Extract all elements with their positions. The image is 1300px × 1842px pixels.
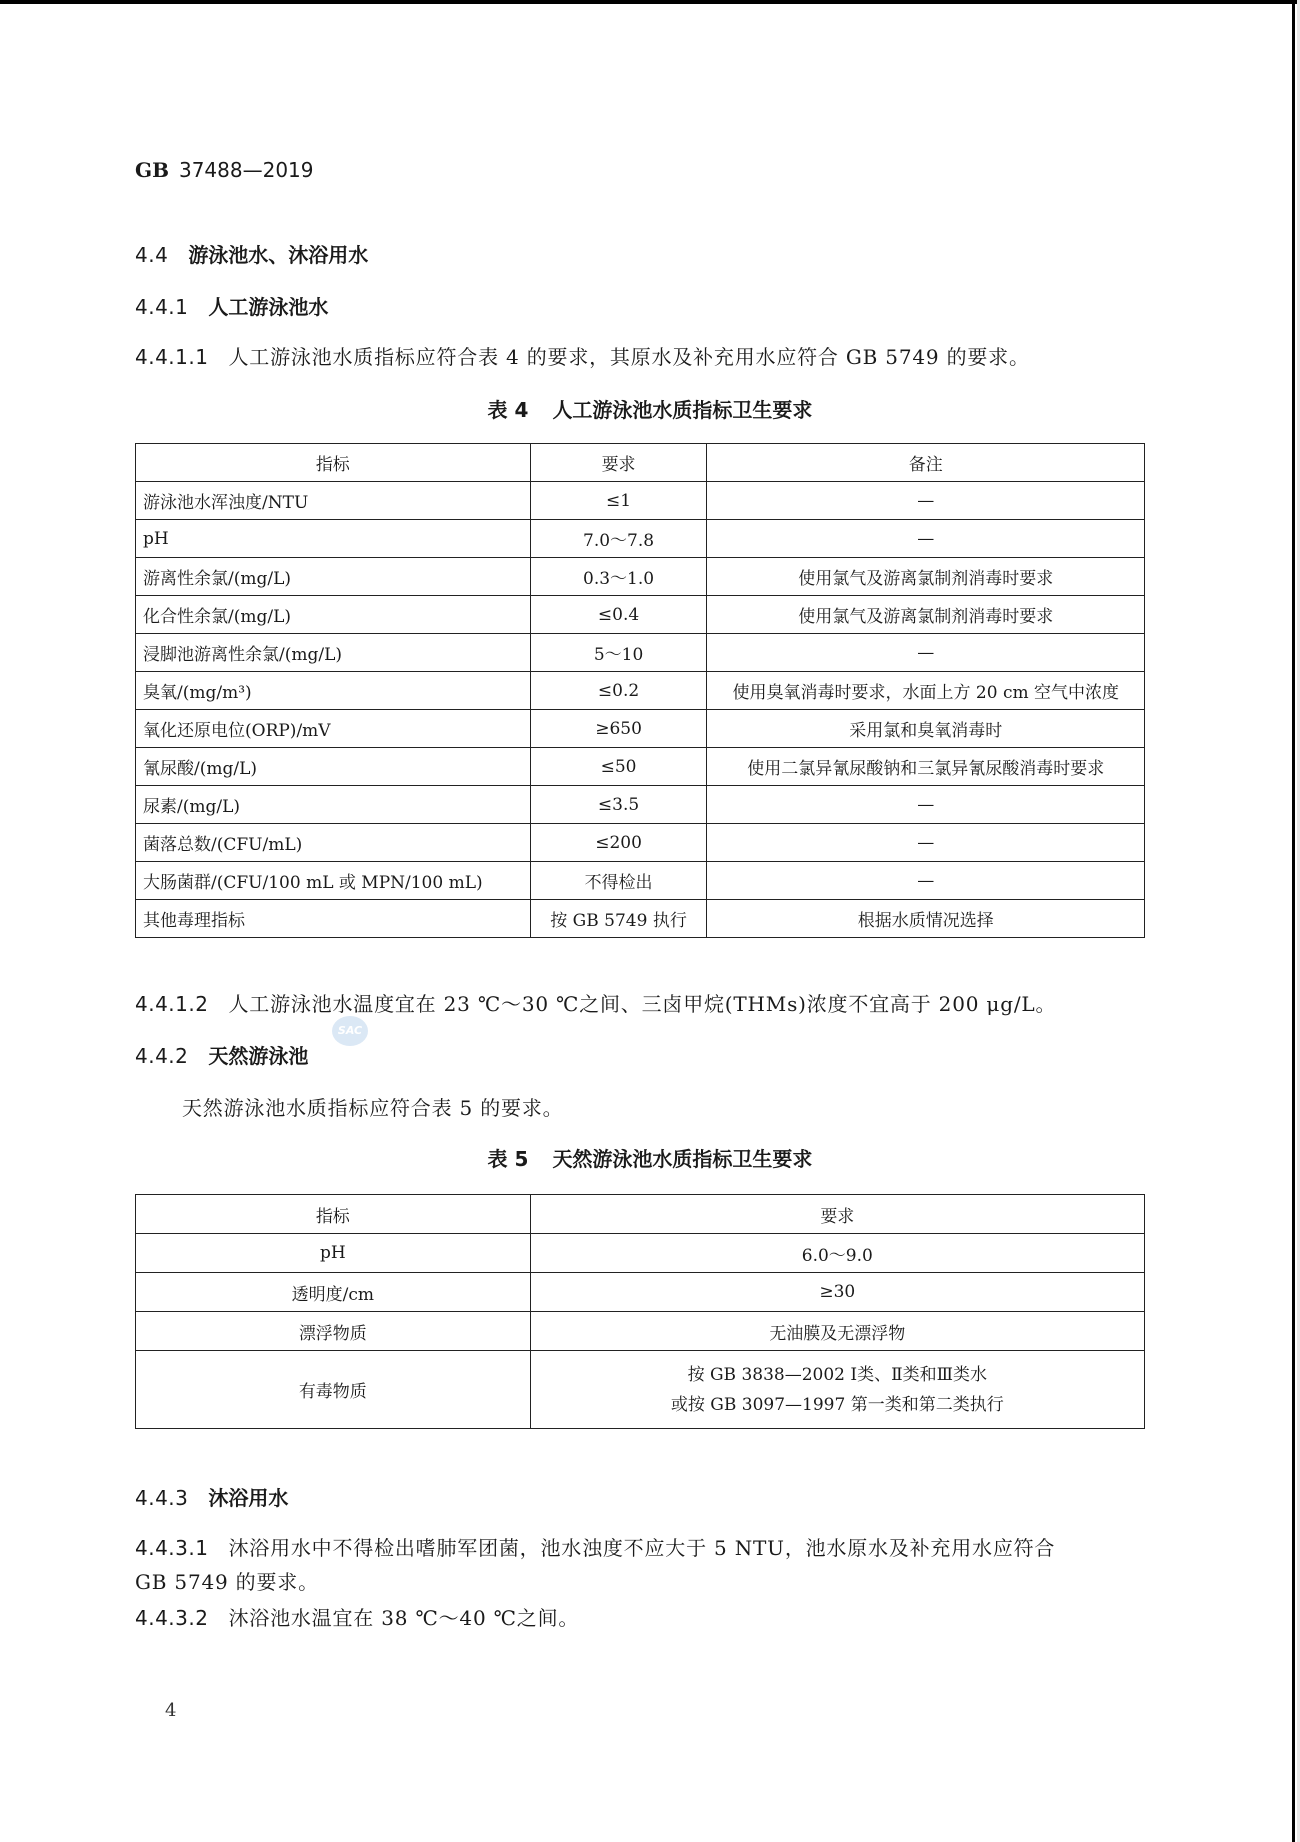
remark-cell: — xyxy=(707,482,1145,520)
requirement-cell: 无油膜及无漂浮物 xyxy=(530,1312,1144,1351)
table-4-caption: 表 4 人工游泳池水质指标卫生要求 xyxy=(487,398,813,422)
requirement-cell: ≤200 xyxy=(530,824,707,862)
remark-cell: — xyxy=(707,824,1145,862)
requirement-cell: ≥650 xyxy=(530,710,707,748)
remark-cell: 使用臭氧消毒时要求，水面上方 20 cm 空气中浓度 xyxy=(707,672,1145,710)
table-row xyxy=(136,786,1145,824)
header-cell: 指标 xyxy=(136,444,531,482)
requirement-cell: ≤3.5 xyxy=(530,786,707,824)
indicator-cell: pH xyxy=(136,520,531,558)
remark-cell: — xyxy=(707,786,1145,824)
clause-4-4-3-1-line1: 4.4.3.1 沐浴用水中不得检出嗜肺军团菌，池水浊度不应大于 5 NTU，池水原水及补充用水应符合 xyxy=(135,1536,1056,1560)
clause-4-4-3-2: 4.4.3.2 沐浴池水温宜在 38 ℃～40 ℃之间。 xyxy=(135,1606,580,1630)
table-row xyxy=(136,748,1145,786)
table-4 xyxy=(135,443,1145,938)
clause-4-4-1-1: 4.4.1.1 人工游泳池水质指标应符合表 4 的要求，其原水及补充用水应符合 GB 5749 的要求。 xyxy=(135,345,1030,369)
requirement-cell: ≤50 xyxy=(530,748,707,786)
page-top-border xyxy=(0,0,1300,4)
requirement-cell: 不得检出 xyxy=(530,862,707,900)
remark-cell: — xyxy=(707,862,1145,900)
section-4-4-heading: 4.4 游泳池水、沐浴用水 xyxy=(135,243,369,267)
table-row xyxy=(136,1312,1145,1351)
indicator-cell: 大肠菌群/(CFU/100 mL 或 MPN/100 mL) xyxy=(136,862,531,900)
indicator-cell: 菌落总数/(CFU/mL) xyxy=(136,824,531,862)
page-number: 4 xyxy=(165,1700,177,1721)
requirement-cell: ≤0.4 xyxy=(530,596,707,634)
table-row xyxy=(136,520,1145,558)
table-row xyxy=(136,900,1145,938)
requirement-line: 或按 GB 3097—1997 第一类和第二类执行 xyxy=(670,1394,1004,1415)
requirement-cell: 5～10 xyxy=(530,634,707,672)
requirement-cell: ≤0.2 xyxy=(530,672,707,710)
indicator-cell: pH xyxy=(136,1234,531,1273)
table-row xyxy=(136,672,1145,710)
remark-cell: 使用氯气及游离氯制剂消毒时要求 xyxy=(707,596,1145,634)
table-row xyxy=(136,482,1145,520)
indicator-cell: 游泳池水浑浊度/NTU xyxy=(136,482,531,520)
header-cell: 要求 xyxy=(530,1195,1144,1234)
requirement-cell xyxy=(530,1351,1144,1429)
table-row xyxy=(136,1351,1145,1429)
indicator-cell: 氧化还原电位(ORP)/mV xyxy=(136,710,531,748)
header-cell: 备注 xyxy=(707,444,1145,482)
requirement-cell: 6.0～9.0 xyxy=(530,1234,1144,1273)
indicator-cell: 化合性余氯/(mg/L) xyxy=(136,596,531,634)
remark-cell: 使用二氯异氰尿酸钠和三氯异氰尿酸消毒时要求 xyxy=(707,748,1145,786)
table-row xyxy=(136,824,1145,862)
remark-cell: 采用氯和臭氧消毒时 xyxy=(707,710,1145,748)
clause-4-4-2-text: 天然游泳池水质指标应符合表 5 的要求。 xyxy=(182,1096,564,1120)
standard-number: 37488—2019 xyxy=(178,158,314,182)
table-row xyxy=(136,1273,1145,1312)
requirement-cell: 7.0～7.8 xyxy=(530,520,707,558)
indicator-cell: 氰尿酸/(mg/L) xyxy=(136,748,531,786)
table-row xyxy=(136,596,1145,634)
indicator-cell: 有毒物质 xyxy=(136,1351,531,1429)
table-row xyxy=(136,710,1145,748)
table-5 xyxy=(135,1194,1145,1429)
requirement-cell: 0.3～1.0 xyxy=(530,558,707,596)
table-row xyxy=(136,634,1145,672)
table-row xyxy=(136,862,1145,900)
header-cell: 指标 xyxy=(136,1195,531,1234)
requirement-cell: ≤1 xyxy=(530,482,707,520)
standard-prefix: GB xyxy=(135,158,169,182)
clause-4-4-3-1-line2: GB 5749 的要求。 xyxy=(135,1570,319,1594)
section-4-4-1-heading: 4.4.1 人工游泳池水 xyxy=(135,295,329,319)
remark-cell: 根据水质情况选择 xyxy=(707,900,1145,938)
table-5-caption: 表 5 天然游泳池水质指标卫生要求 xyxy=(487,1147,813,1171)
table-header-row xyxy=(136,444,1145,482)
remark-cell: — xyxy=(707,520,1145,558)
table-header-row xyxy=(136,1195,1145,1234)
remark-cell: 使用氯气及游离氯制剂消毒时要求 xyxy=(707,558,1145,596)
requirement-cell: 按 GB 5749 执行 xyxy=(530,900,707,938)
page-right-border xyxy=(1292,0,1295,1842)
indicator-cell: 臭氧/(mg/m³) xyxy=(136,672,531,710)
indicator-cell: 游离性余氯/(mg/L) xyxy=(136,558,531,596)
indicator-cell: 漂浮物质 xyxy=(136,1312,531,1351)
standard-code xyxy=(135,158,314,182)
header-cell: 要求 xyxy=(530,444,707,482)
table-row xyxy=(136,558,1145,596)
sac-watermark: SAC xyxy=(332,1016,368,1046)
indicator-cell: 浸脚池游离性余氯/(mg/L) xyxy=(136,634,531,672)
section-4-4-3-heading: 4.4.3 沐浴用水 xyxy=(135,1486,289,1510)
indicator-cell: 透明度/cm xyxy=(136,1273,531,1312)
requirement-line: 按 GB 3838—2002 Ⅰ类、Ⅱ类和Ⅲ类水 xyxy=(687,1364,988,1385)
indicator-cell: 其他毒理指标 xyxy=(136,900,531,938)
clause-4-4-1-2: 4.4.1.2 人工游泳池水温度宜在 23 ℃～30 ℃之间、三卤甲烷(THMs)浓度不宜高于 200 μg/L。 xyxy=(135,992,1057,1016)
remark-cell: — xyxy=(707,634,1145,672)
indicator-cell: 尿素/(mg/L) xyxy=(136,786,531,824)
table-row xyxy=(136,1234,1145,1273)
section-4-4-2-heading: 4.4.2 天然游泳池 xyxy=(135,1044,309,1068)
requirement-cell: ≥30 xyxy=(530,1273,1144,1312)
